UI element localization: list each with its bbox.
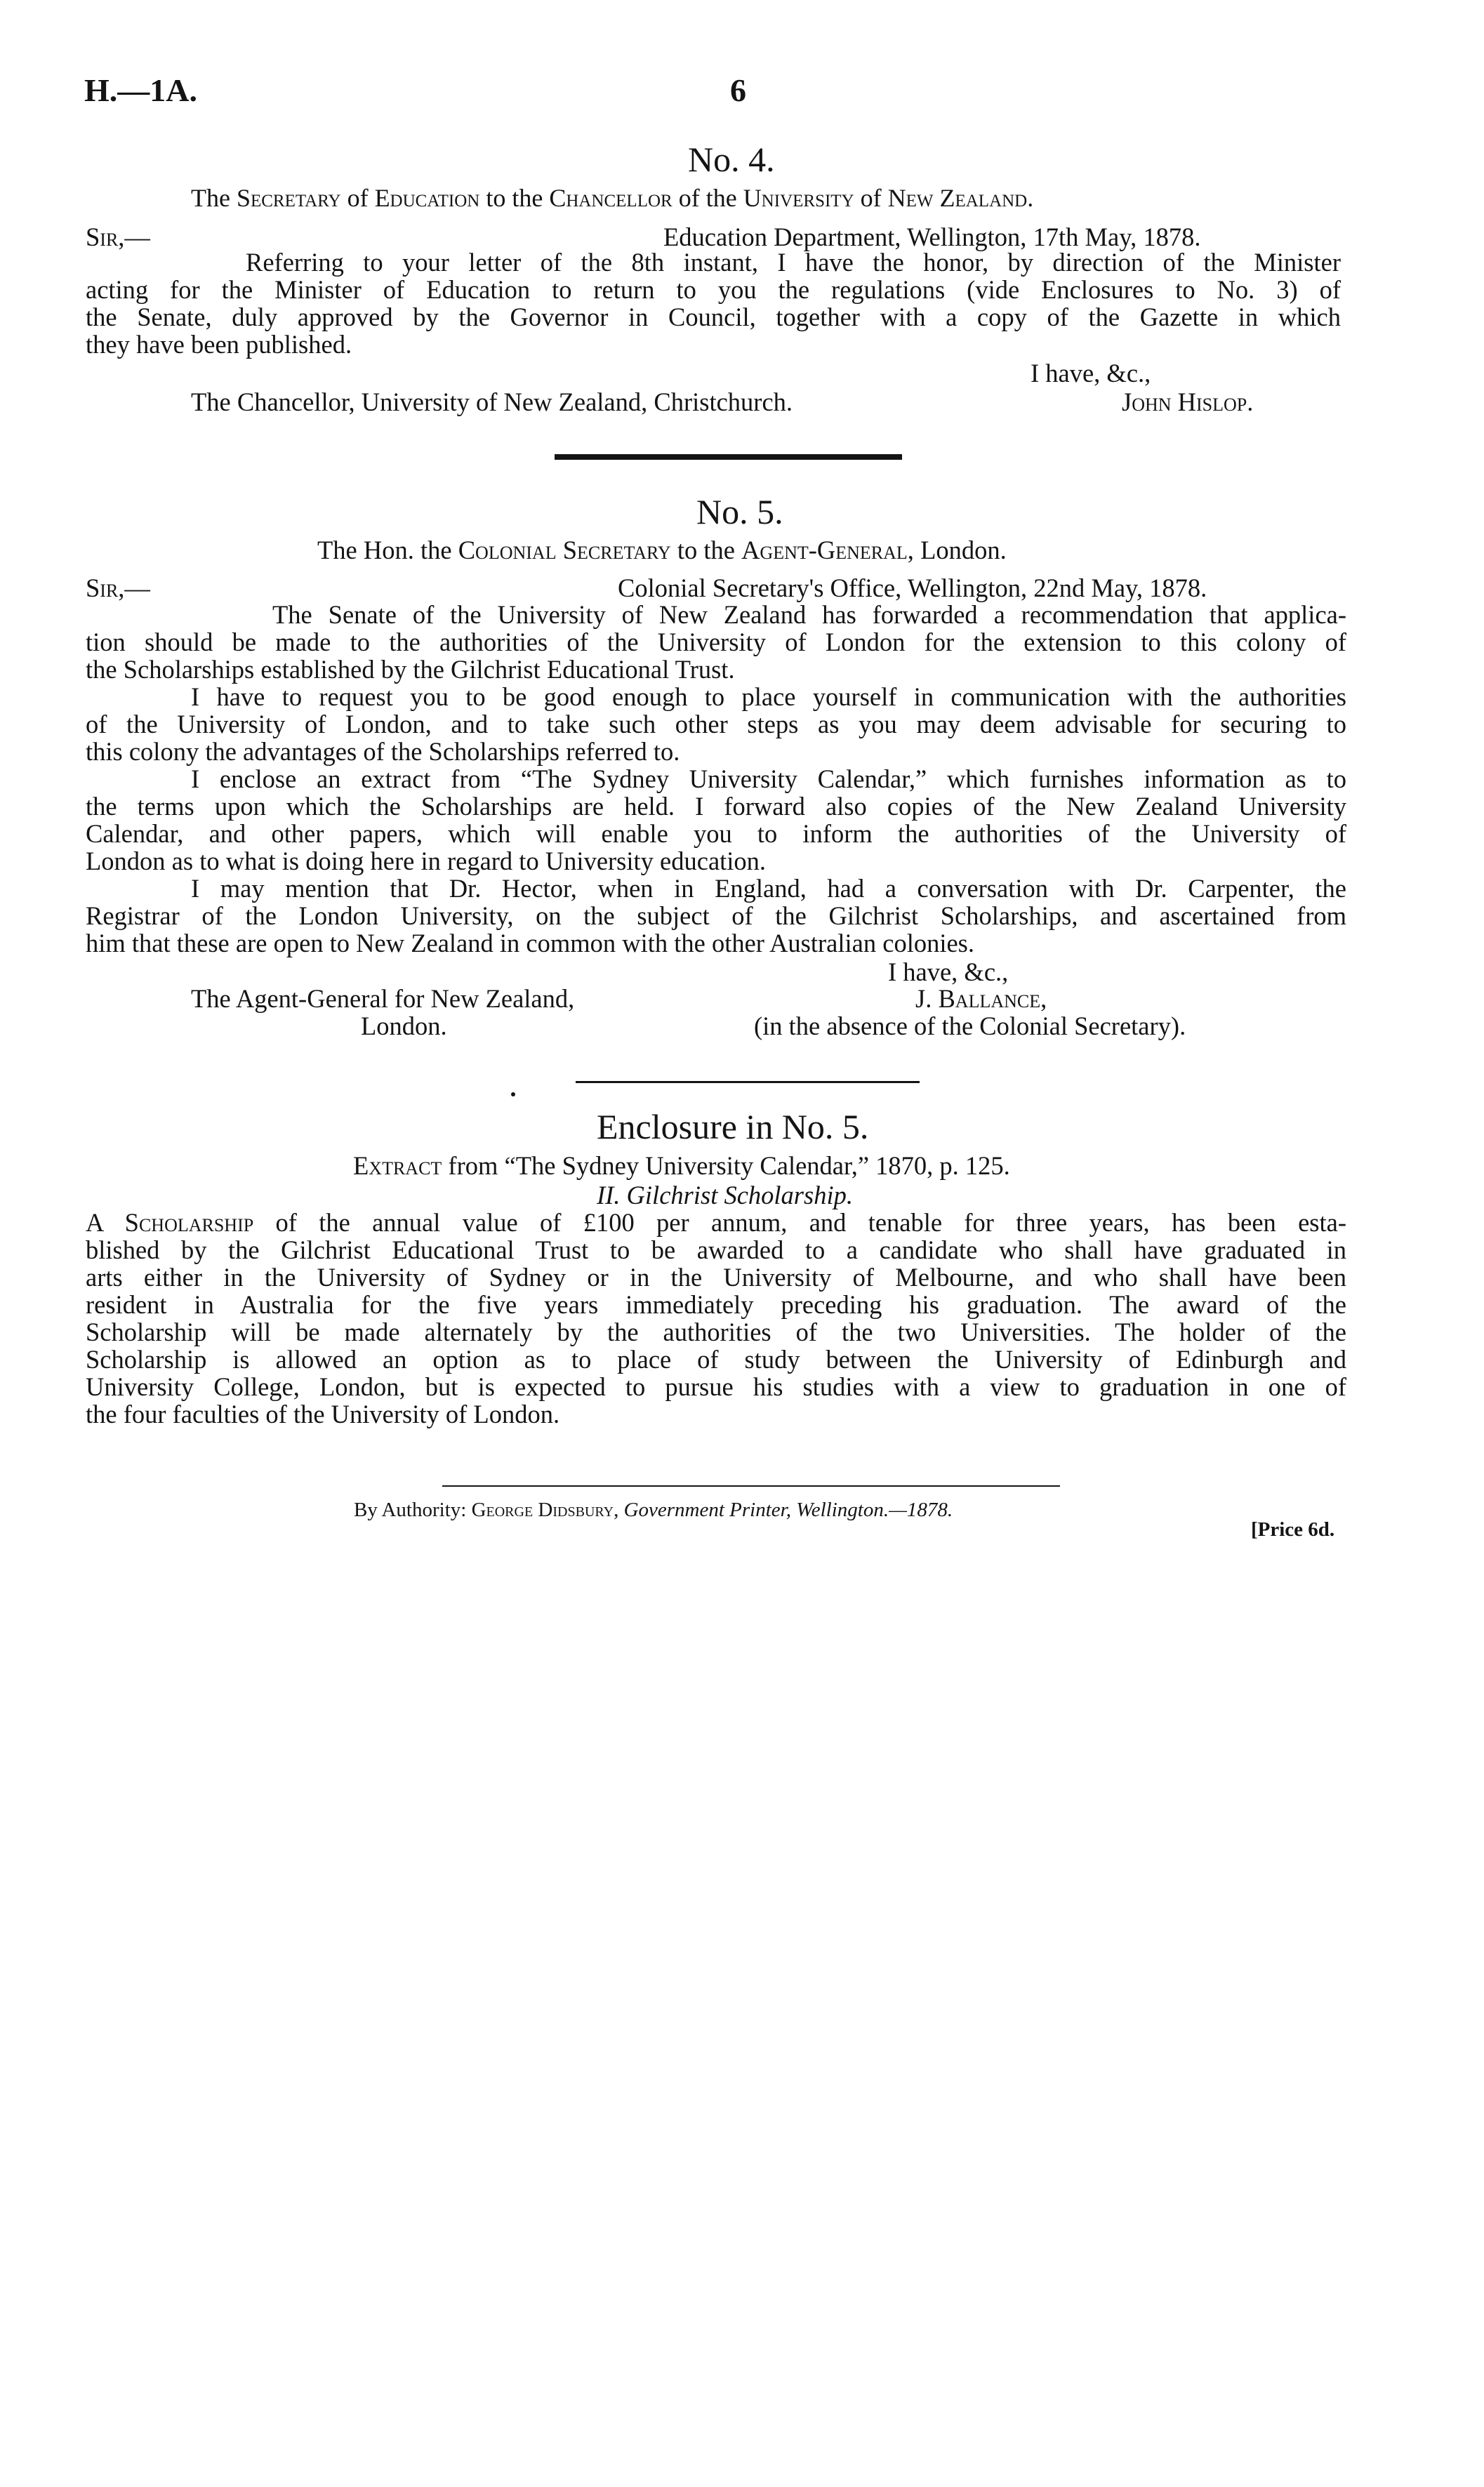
- no4-line-3: the Senate, duly approved by the Governor in Council, together with a copy of the Gazette in which: [86, 303, 1341, 331]
- no5-para3-line-2: the terms upon which the Scholarships are held. I forward also copies of the New Zealand University: [86, 792, 1346, 821]
- no5-para1-last: the Scholarships established by the Gilchrist Educational Trust.: [86, 655, 735, 684]
- enclosure-first-line: A Scholarship of the annual value of £100 per annum, and tenable for three years, has been esta-: [86, 1208, 1346, 1237]
- enclosure-last-line: the four faculties of the University of London.: [86, 1400, 560, 1428]
- enclosure-line-3: arts either in the University of Sydney or in the University of Melbourne, and who shall have been: [86, 1263, 1346, 1292]
- no5-heading: The Hon. the Colonial Secretary to the Agent-General, London.: [317, 536, 1007, 564]
- no5-para3-line-3: Calendar, and other papers, which will enable you to inform the authorities of the University of: [86, 819, 1346, 848]
- no5-dateline: Colonial Secretary's Office, Wellington, 22nd May, 1878.: [618, 573, 1207, 602]
- no4-heading: The Secretary of Education to the Chancellor of the University of New Zealand.: [191, 184, 1034, 212]
- enclosure-title: Enclosure in No. 5.: [597, 1107, 869, 1146]
- no4-line-2: acting for the Minister of Education to return to you the regulations (vide Enclosures to No. 3) of: [86, 275, 1341, 304]
- printer-imprint: By Authority: George Didsbury, Government Printer, Wellington.—1878.: [354, 1499, 953, 1521]
- no5-signature: J. Ballance,: [915, 984, 1047, 1013]
- no4-last-line: they have been published.: [86, 330, 352, 359]
- enclosure-subtitle: II. Gilchrist Scholarship.: [597, 1181, 853, 1209]
- no5-para2-line-2: of the University of London, and to take such other steps as you may deem advisable for securing to: [86, 710, 1346, 738]
- no5-para4-last: him that these are open to New Zealand in common with the other Australian colonies.: [86, 929, 975, 957]
- enclosure-line-6: Scholarship is allowed an option as to place of study between the University of Edinburgh and: [86, 1345, 1346, 1374]
- section-divider-thick: [555, 454, 902, 460]
- no5-para1-line-2: tion should be made to the authorities of the University of London for the extension to this colony of: [86, 628, 1346, 656]
- no5-closing: I have, &c.,: [888, 957, 1009, 986]
- section-divider-thin: [576, 1081, 920, 1083]
- enclosure-line-7: University College, London, but is expected to pursue his studies with a view to graduation in one of: [86, 1372, 1346, 1401]
- page-header-ref: H.—1A.: [84, 72, 197, 108]
- enclosure-line-4: resident in Australia for the five years immediately preceding his graduation. The award of the: [86, 1290, 1346, 1319]
- no5-addressee-line-1: The Agent-General for New Zealand,: [191, 984, 575, 1013]
- enclosure-line-5: Scholarship will be made alternately by the authorities of the two Universities. The holder of the: [86, 1318, 1346, 1346]
- no4-dateline: Education Department, Wellington, 17th May, 1878.: [663, 223, 1201, 251]
- no5-para4-line-1: I may mention that Dr. Hector, when in England, had a conversation with Dr. Carpenter, the: [191, 874, 1346, 903]
- no5-para2-line-1: I have to request you to be good enough to place yourself in communication with the authorities: [191, 682, 1346, 711]
- no4-line-1: Referring to your letter of the 8th instant, I have the honor, by direction of the Minister: [246, 248, 1341, 277]
- divider-dot: [511, 1092, 515, 1096]
- no4-signature: John Hislop.: [1122, 387, 1254, 416]
- section-title-no4: No. 4.: [688, 140, 775, 179]
- footer-divider: [442, 1485, 1060, 1487]
- no5-para4-line-2: Registrar of the London University, on the subject of the Gilchrist Scholarships, and ascertained from: [86, 901, 1346, 930]
- section-title-no5: No. 5.: [696, 492, 783, 531]
- no4-closing: I have, &c.,: [1031, 359, 1151, 387]
- no5-para3-line-1: I enclose an extract from “The Sydney University Calendar,” which furnishes information as to: [191, 764, 1346, 793]
- no4-addressee: The Chancellor, University of New Zealand, Christchurch.: [191, 387, 793, 416]
- no5-para2-last: this colony the advantages of the Scholarships referred to.: [86, 737, 680, 766]
- no5-addressee-line-2: London.: [361, 1012, 447, 1040]
- no5-salutation: Sir,—: [86, 573, 150, 602]
- no5-signature-note: (in the absence of the Colonial Secretary).: [754, 1012, 1186, 1040]
- no5-para1-line-1: The Senate of the University of New Zealand has forwarded a recommendation that applica-: [272, 600, 1346, 629]
- enclosure-line-2: blished by the Gilchrist Educational Trust to be awarded to a candidate who shall have graduated in: [86, 1235, 1346, 1264]
- price-note: [Price 6d.: [1251, 1518, 1335, 1541]
- no5-para3-last: London as to what is doing here in regard to University education.: [86, 847, 767, 875]
- no4-salutation: Sir,—: [86, 223, 150, 251]
- enclosure-extract-heading: Extract from “The Sydney University Calendar,” 1870, p. 125.: [353, 1151, 1010, 1180]
- page-number: 6: [730, 72, 746, 108]
